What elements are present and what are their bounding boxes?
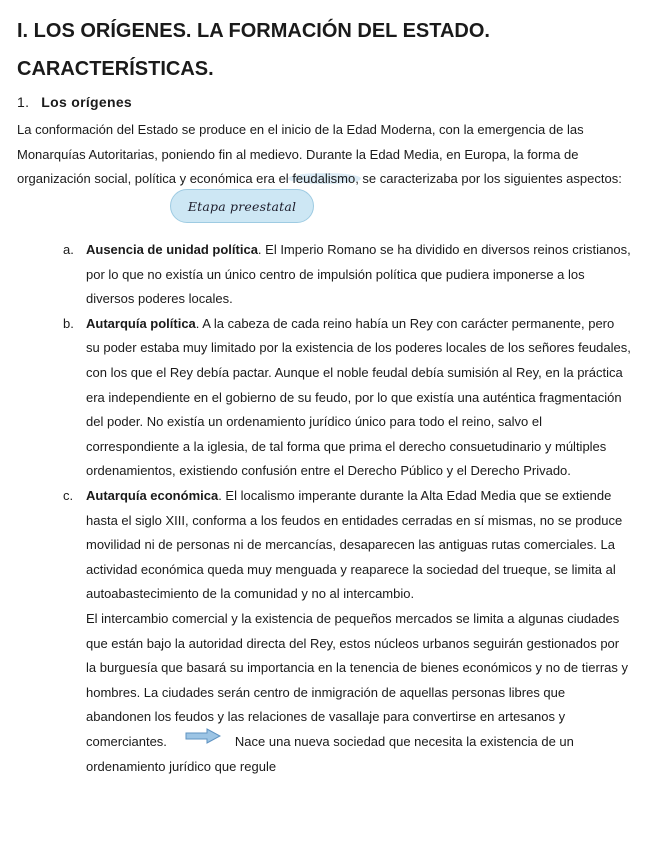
handwritten-note: Etapa preestatal [170,189,314,223]
list-marker: a. [63,242,74,257]
list-item [0,312,646,484]
continuation-text-end: Nace una nueva sociedad que necesita la existencia de un ordenamiento jurídico que regule [86,733,574,774]
section-title: Los orígenes [41,94,133,110]
highlighted-term: feudalismo [292,171,356,187]
section-heading [17,94,132,110]
section-number: 1. [17,94,30,110]
intro-text-end: , se caracterizaba por los siguientes aspectos: [355,171,622,187]
list-item-body: . A la cabeza de cada reino había un Rey con carácter permanente, pero su poder estaba muy limitado por la existencia de los poderes locales de los señores feudales, con los que el Rey debía pactar. Aunque el noble feudal debía sumisión al Rey, en la práctica era independiente en el gobierno de su feudo, por lo que existía una auténtica fragmentación del poder. No existía un ordenamiento jurídico único para todo el reino, salvo el correspondiente a la iglesia, de tal forma que prima el derecho consuetudinario y múltiples ordenamientos, existiendo confusión entre el Derecho Público y el Derecho Privado. [86,315,631,479]
continuation-paragraph [86,607,631,779]
list-marker: b. [63,315,74,331]
right-arrow-icon [185,728,221,753]
list-item [0,484,646,607]
list-marker: c. [63,487,74,503]
intro-text: La conformación del Estado se produce en el inicio de la Edad Moderna, con la emergencia de las Monarquías Autoritarias, poniendo fin al medievo. Durante la Edad Media, en Europa, la forma de organización social, política y económica era el [17,122,584,187]
characteristics-list [0,238,646,779]
list-item-heading: Autarquía política [86,315,196,331]
list-item-text [86,238,631,312]
list-item-body: . El localismo imperante durante la Alta Edad Media que se extiende hasta el siglo XIII, conforma a los feudos en entidades cerradas en sí mismas, no se produce movilidad ni de personas ni de mercancías, desaparecen las antiguas rutas comerciales. La actividad económica queda muy menguada y reaparece la sociedad del trueque, se limita al autoabastecimiento de la comunidad y no al intercambio. [86,487,623,602]
list-item-heading: Ausencia de unidad política [86,242,258,257]
list-item-text [86,484,631,607]
list-item-text [86,312,631,484]
list-item [0,238,646,312]
page-title: I. LOS ORÍGENES. LA FORMACIÓN DEL ESTADO. CARACTERÍSTICAS. [17,20,490,80]
list-item-heading: Autarquía económica [86,487,219,503]
continuation-text: El intercambio comercial y la existencia de pequeños mercados se limita a algunas ciudades que están bajo la autoridad directa del Rey, estos núcleos urbanos seguirán gestionados por la burguesía que basará su importancia en la tenencia de bienes económicos y no de tierras y hombres. La ciudades serán centro de inmigración de aquellas personas libres que abandonen los feudos y las relaciones de vasallaje para convertirse en artesanos y comerciantes. [86,610,628,749]
list-item-body: . El Imperio Romano se ha dividido en diversos reinos cristianos, por lo que no existía un único centro de impulsión política que pudiera imponerse a los diversos poderes locales. [86,242,631,307]
intro-paragraph [17,118,629,192]
